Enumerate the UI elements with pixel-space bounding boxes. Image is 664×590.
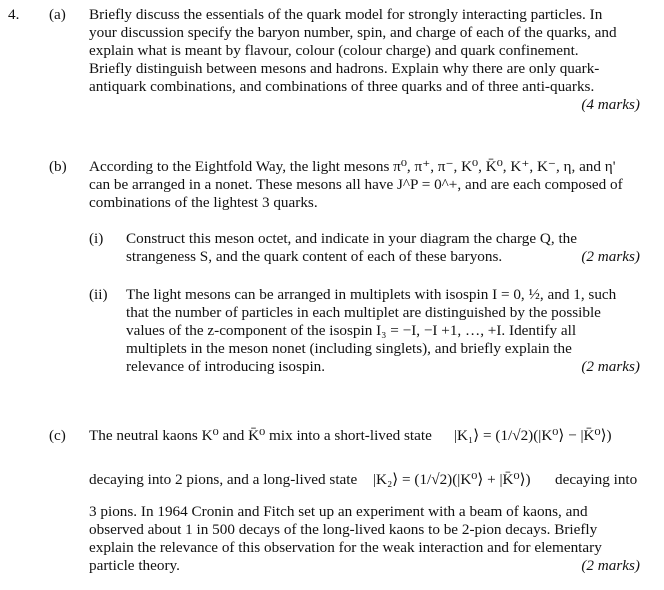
- part-c-line-2: decaying into 2 pions, and a long-lived state: [89, 471, 358, 488]
- part-a-line-2: your discussion specify the baryon number, spin, and charge of each of the quarks, and: [89, 24, 617, 41]
- part-c-line-2-suffix: decaying into: [555, 471, 638, 488]
- part-c-line-4: observed about 1 in 500 decays of the long-lived kaons to be 2-pion decays. Briefly: [89, 521, 598, 538]
- part-c-line-5: explain the relevance of this observation for the weak interaction and for elementary: [89, 539, 602, 556]
- part-b-line-2: [89, 176, 623, 194]
- part-b-ii-line-2: that the number of particles in each multiplet are distinguished by the possible: [126, 304, 601, 321]
- part-a-line-4: Briefly distinguish between mesons and hadrons. Explain why there are only quark-: [89, 60, 600, 77]
- part-c-line-3: 3 pions. In 1964 Cronin and Fitch set up an experiment with a beam of kaons, and: [89, 503, 588, 520]
- part-b-label: (b): [49, 158, 67, 175]
- part-b-i-label: (i): [89, 230, 104, 247]
- part-b-i-marks: (2 marks): [581, 248, 640, 265]
- part-b-ii-line-5: relevance of introducing isospin.: [126, 358, 326, 375]
- part-c-label: (c): [49, 427, 66, 444]
- part-b-line-2-suffix: , and are each composed of: [457, 176, 623, 193]
- part-a-label: (a): [49, 6, 66, 23]
- part-c-marks: (2 marks): [581, 557, 640, 574]
- part-b-ii-marks: (2 marks): [581, 358, 640, 375]
- part-a-line-3: explain what is meant by flavour, colour (colour charge) and quark confinement.: [89, 42, 579, 59]
- part-b-line-3: combinations of the lightest 3 quarks.: [89, 194, 318, 211]
- part-b-line-2-prefix: can be arranged in a nonet. These mesons all have: [89, 176, 397, 193]
- part-b-i-line-1: Construct this meson octet, and indicate in your diagram the charge Q, the: [126, 230, 578, 247]
- part-a-line-1: Briefly discuss the essentials of the quark model for strongly interacting particles. In: [89, 6, 603, 23]
- equation-k1: |K₁⟩ = (1/√2)(|K⁰⟩ − |K̄⁰⟩): [454, 427, 612, 444]
- part-b-line-1: [89, 158, 615, 176]
- meson-list: π⁰, π⁺, π⁻, K⁰, K̄⁰, K⁺, K⁻, η, and η': [393, 158, 616, 175]
- question-number: 4.: [8, 6, 20, 23]
- spin-parity: J^P = 0^+: [397, 176, 458, 193]
- part-c-line-6: particle theory.: [89, 557, 180, 574]
- part-a-line-5: antiquark combinations, and combinations of three quarks and of three anti-quarks.: [89, 78, 595, 95]
- part-b-ii-line-4: multiplets in the meson nonet (including singlets), and briefly explain the: [126, 340, 572, 357]
- part-b-ii-label: (ii): [89, 286, 108, 303]
- part-b-ii-line-3: values of the z-component of the isospin I₃ = −I, −I +1, …, +I. Identify all: [126, 322, 577, 339]
- part-b-ii-line-1: The light mesons can be arranged in multiplets with isospin I = 0, ½, and 1, such: [126, 286, 617, 303]
- part-b-i-line-2: strangeness S, and the quark content of each of these baryons.: [126, 248, 503, 265]
- equation-k2: |K₂⟩ = (1/√2)(|K⁰⟩ + |K̄⁰⟩): [373, 471, 531, 488]
- part-b-line-1-prefix: According to the Eightfold Way, the light mesons: [89, 158, 394, 175]
- part-a-marks: (4 marks): [581, 96, 640, 113]
- part-c-line-1: The neutral kaons K⁰ and K̄⁰ mix into a short-lived state: [89, 427, 432, 444]
